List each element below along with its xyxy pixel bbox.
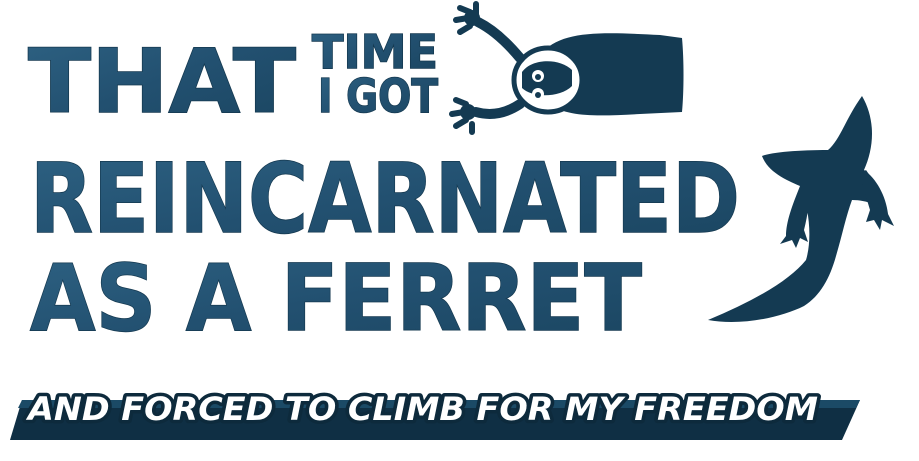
title-word-i-got: I GOT bbox=[318, 69, 439, 123]
title-word-reincarnated: REINCARNATED bbox=[30, 143, 740, 255]
title-word-time: TIME bbox=[312, 25, 438, 79]
subtitle-text: AND FORCED TO CLIMB FOR MY FREEDOM bbox=[24, 390, 819, 428]
title-word-as-a-ferret: AS A FERRET bbox=[30, 245, 643, 352]
title-word-that: THAT bbox=[28, 30, 296, 133]
hanging-ferret-icon bbox=[452, 4, 684, 132]
